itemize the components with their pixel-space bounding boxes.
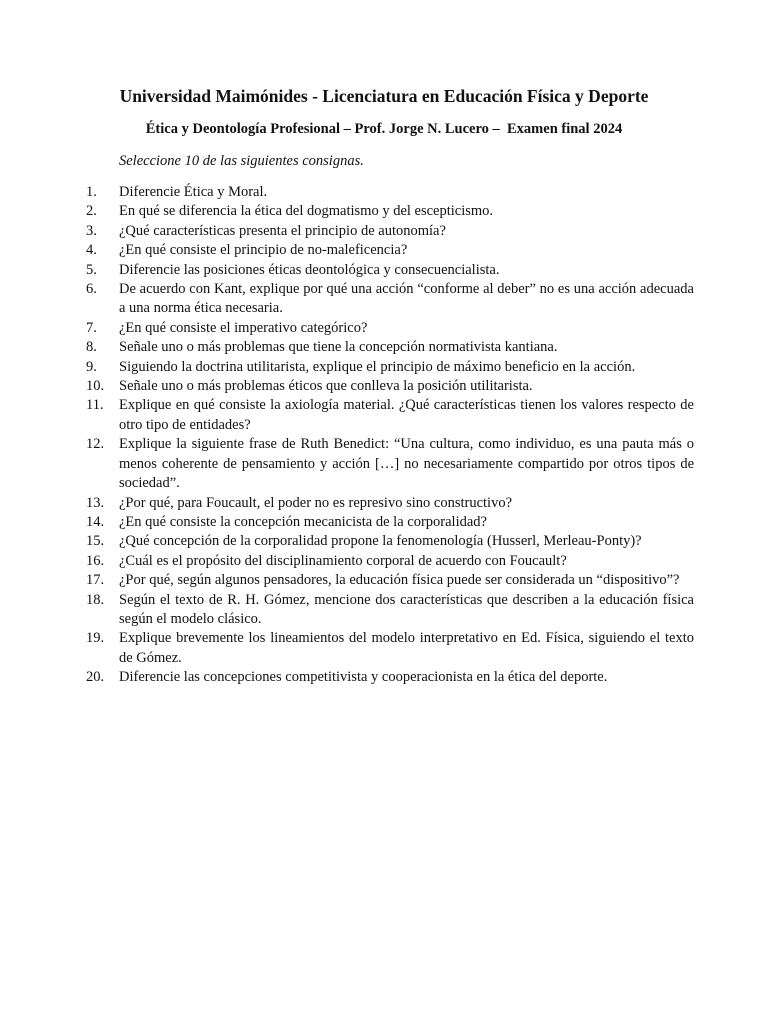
question-item	[86, 552, 694, 571]
page-subtitle: Ética y Deontología Profesional – Prof. Jorge N. Lucero – Examen final 2024	[145, 121, 623, 137]
question-item	[86, 435, 694, 493]
question-item	[86, 494, 694, 513]
question-number: 3.	[86, 222, 97, 239]
question-item	[86, 241, 694, 260]
question-item	[86, 668, 694, 687]
question-item	[86, 319, 694, 338]
question-number: 8.	[86, 339, 97, 356]
question-number: 17.	[86, 572, 105, 589]
question-text: Según el texto de R. H. Gómez, mencione dos características que describen a la educación física según el modelo clásico.	[119, 591, 694, 627]
question-text: Diferencie las posiciones éticas deontológica y consecuencialista.	[119, 261, 500, 278]
question-item	[86, 532, 694, 551]
question-item	[86, 261, 694, 280]
question-item	[86, 222, 694, 241]
question-item	[86, 629, 694, 668]
question-text: De acuerdo con Kant, explique por qué una acción “conforme al deber” no es una acción adecuada a una norma ética necesaria.	[119, 281, 694, 317]
question-item	[86, 183, 694, 202]
question-number: 16.	[86, 552, 105, 569]
question-number: 4.	[86, 242, 97, 259]
question-item	[86, 396, 694, 435]
question-item	[86, 338, 694, 357]
question-item	[86, 280, 694, 319]
question-number: 14.	[86, 513, 105, 530]
question-number: 1.	[86, 184, 97, 200]
question-item	[86, 571, 694, 590]
question-number: 9.	[86, 358, 97, 375]
question-text: ¿Por qué, para Foucault, el poder no es represivo sino constructivo?	[119, 494, 513, 511]
page-title: Universidad Maimónides - Licenciatura en Educación Física y Deporte	[119, 86, 649, 106]
question-text: Explique brevemente los lineamientos del modelo interpretativo en Ed. Física, siguiendo el texto de Gómez.	[119, 630, 694, 666]
question-text: Señale uno o más problemas éticos que conlleva la posición utilitarista.	[119, 378, 533, 395]
question-text: ¿Por qué, según algunos pensadores, la educación física puede ser considerada un “dispositivo”?	[119, 572, 680, 589]
question-text: ¿Qué concepción de la corporalidad propone la fenomenología (Husserl, Merleau-Ponty)?	[119, 533, 642, 550]
question-text: En qué se diferencia la ética del dogmatismo y del escepticismo.	[119, 203, 494, 220]
question-number: 13.	[86, 494, 105, 511]
question-text: Señale uno o más problemas que tiene la concepción normativista kantiana.	[119, 339, 558, 356]
question-text: Explique en qué consiste la axiología material. ¿Qué características tienen los valores respecto de otro tipo de entidades?	[119, 397, 694, 433]
question-number: 5.	[86, 261, 97, 278]
question-number: 10.	[86, 378, 105, 395]
question-text: Siguiendo la doctrina utilitarista, explique el principio de máximo beneficio en la acción.	[119, 358, 636, 375]
question-item	[86, 202, 694, 221]
question-number: 19.	[86, 630, 105, 647]
question-number: 6.	[86, 281, 97, 298]
question-item	[86, 358, 694, 377]
question-text: Explique la siguiente frase de Ruth Benedict: “Una cultura, como individuo, es una pauta más o menos coherente de pensamiento y acción […] no necesariamente compartido por otros tipos de sociedad”.	[119, 436, 694, 492]
question-item	[86, 591, 694, 630]
instruction-text: Seleccione 10 de las siguientes consignas.	[119, 153, 364, 169]
question-text: ¿Qué características presenta el principio de autonomía?	[119, 222, 446, 239]
question-item	[86, 377, 694, 396]
question-text: ¿En qué consiste la concepción mecanicista de la corporalidad?	[119, 513, 487, 530]
question-number: 11.	[86, 397, 104, 414]
question-number: 12.	[86, 436, 105, 453]
question-text: ¿En qué consiste el principio de no-maleficencia?	[119, 242, 408, 259]
question-number: 2.	[86, 203, 97, 220]
question-text: ¿Cuál es el propósito del disciplinamiento corporal de acuerdo con Foucault?	[119, 552, 567, 569]
question-item	[86, 513, 694, 532]
question-text: Diferencie Ética y Moral.	[119, 184, 268, 200]
question-number: 7.	[86, 319, 97, 336]
question-number: 15.	[86, 533, 105, 550]
question-list	[86, 183, 694, 688]
question-number: 18.	[86, 591, 105, 608]
question-number: 20.	[86, 669, 105, 686]
question-text: ¿En qué consiste el imperativo categórico?	[119, 319, 368, 336]
question-text: Diferencie las concepciones competitivista y cooperacionista en la ética del deporte.	[119, 669, 608, 686]
